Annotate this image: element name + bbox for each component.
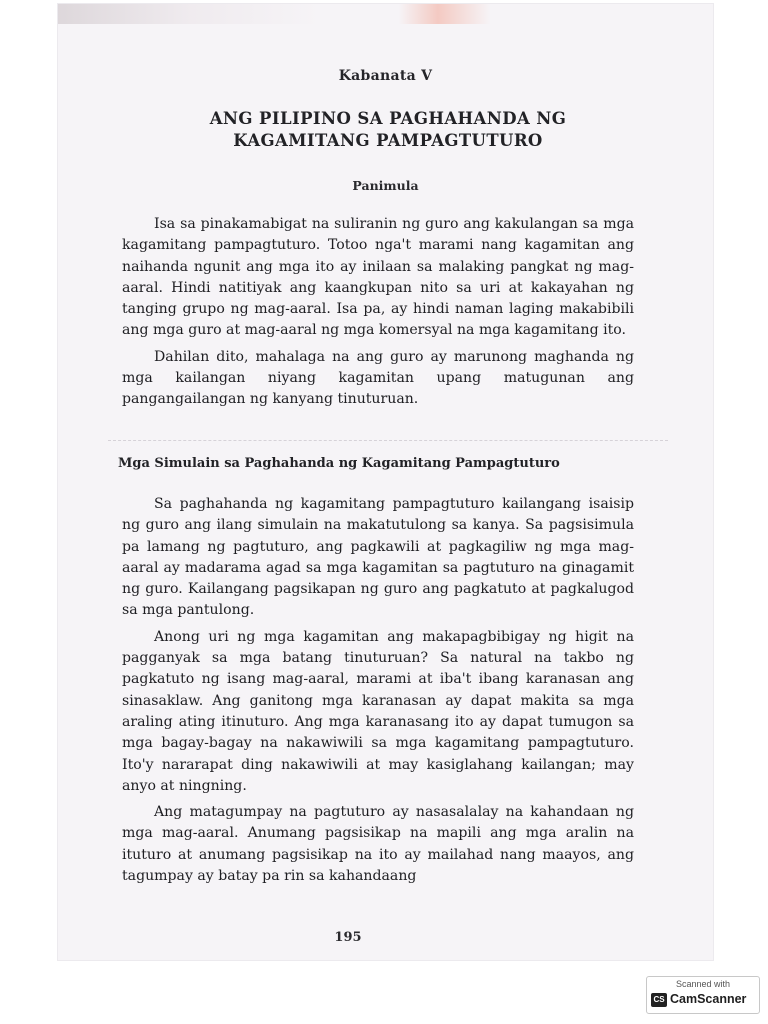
paragraph: Isa sa pinakamabigat na suliranin ng guro ang kakulangan sa mga kagamitang pampagtuturo. Totoo nga't marami nang kagamitan ang naihanda ngunit ang mga ito ay inilaan sa malaking pangkat ng mag-aaral. Hindi natitiyak ang kaangkupan nito sa uri at kakayahan ng tanging grupo ng mag-aaral. Isa pa, ay hindi naman laging makabibili ang mga guro at mag-aaral ng mga komersyal na mga kagamitang ito.	[122, 216, 634, 339]
chapter-title-line: KAGAMITANG PAMPAGTUTURO	[233, 131, 543, 150]
paragraph: Ang matagumpay na pagtuturo ay nasasalalay na kahandaan ng mga mag-aaral. Anumang pagsisikap na mapili ang mga aralin na ituturo at anumang pagsisikap na ito ay mailahad nang maayos, ang tagumpay ay batay pa rin sa kahandaang	[122, 804, 634, 885]
badge-caption: Scanned with	[675, 979, 731, 989]
intro-subheading: Panimula	[352, 178, 419, 193]
paragraph: Sa paghahanda ng kagamitang pampagtuturo kailangang isaisip ng guro ang ilang simulain na makatutulong sa kanya. Sa pagsisimula pa lamang ng pagtuturo, ang pagkawili at pagkagiliw ng mga mag-aaral ay madarama agad sa mga kagamitan sa pagtuturo na ginagamit ng guro. Kailangang pagsikapan ng guro ang pagkatuto at pagkalugod sa mga pantulong.	[122, 496, 634, 619]
section-divider	[108, 440, 668, 441]
scan-edge-smudge	[58, 4, 713, 24]
paragraph: Anong uri ng mga kagamitan ang makapagbibigay ng higit na pagganyak sa mga batang tinuturuan? Sa natural na takbo ng pagkatuto ng isang mag-aaral, marami at iba't ibang karanasan ang sinasaklaw. Ang ganitong mga karanasan ay dapat makita sa mga araling ating itinuturo. Ang mga karanasang ito ay dapat tumugon sa mga bagay-bagay na nakawiwili sa mga kagamitang pampagtuturo. Ito'y nararapat ding nakawiwili at may kasiglahang kailangan; may anyo at ningning.	[122, 628, 634, 794]
section-heading: Mga Simulain sa Paghahanda ng Kagamitang Pampagtuturo	[118, 456, 560, 471]
intro-body	[122, 214, 634, 411]
camscanner-logo-icon: CS	[651, 993, 667, 1007]
page-number: 195	[334, 930, 362, 945]
camscanner-badge	[646, 976, 760, 1014]
section-body	[122, 494, 634, 887]
chapter-title-line: ANG PILIPINO SA PAGHAHANDA NG	[209, 109, 567, 128]
paragraph: Dahilan dito, mahalaga na ang guro ay marunong maghanda ng mga kailangan niyang kagamitan upang matugunan ang pangangailangan ng kanyang tinuturuan.	[122, 348, 634, 408]
chapter-label: Kabanata V	[338, 68, 433, 84]
badge-brand-name: CamScanner	[670, 992, 747, 1006]
scanned-page	[58, 4, 713, 960]
chapter-title	[148, 108, 628, 152]
